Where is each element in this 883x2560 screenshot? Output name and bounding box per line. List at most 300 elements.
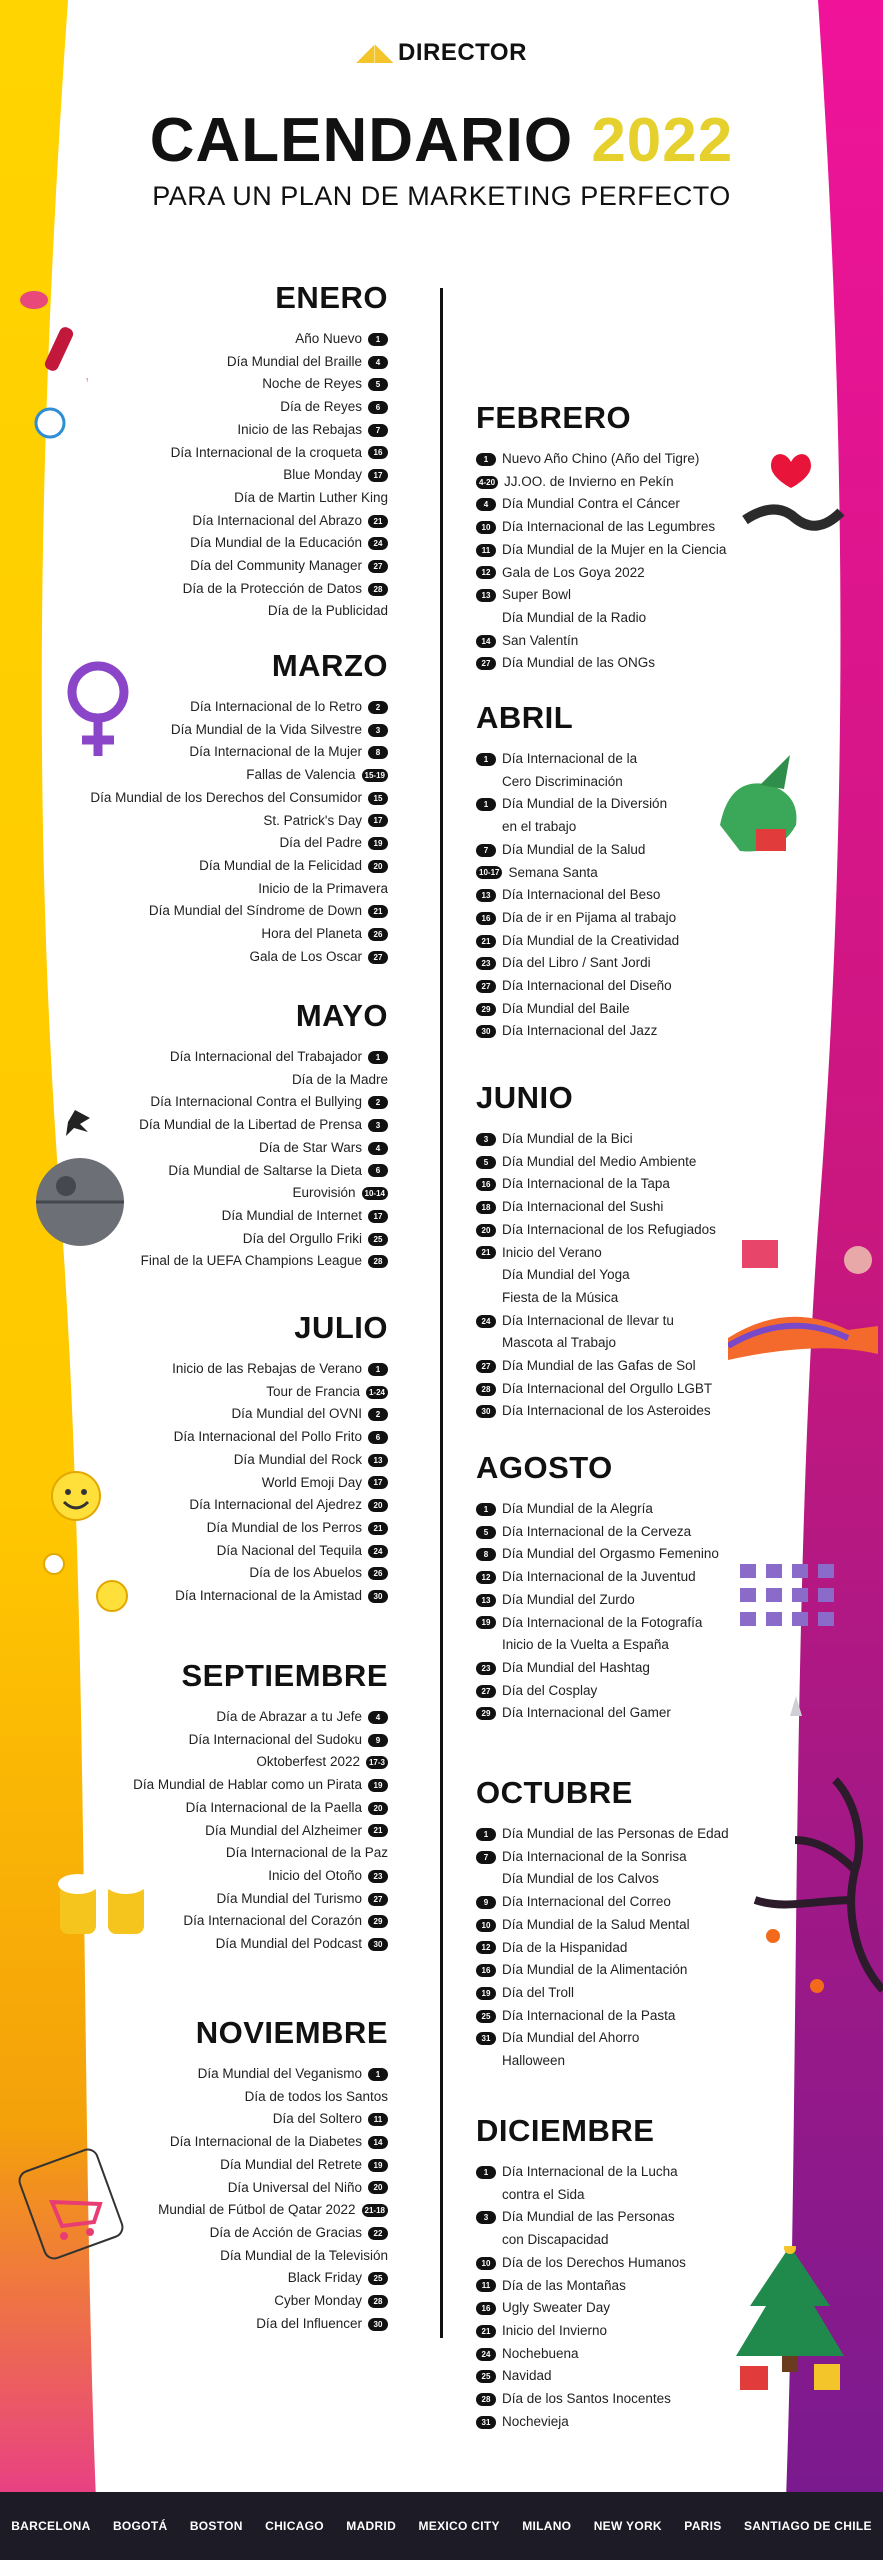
day-badge: 30 (476, 1025, 496, 1038)
event-item (171, 487, 388, 510)
event-item (476, 816, 679, 839)
pride-icon (728, 1230, 878, 1360)
event-label: Día Internacional del Trabajador (169, 1049, 362, 1064)
event-label: Día Mundial Contra el Cáncer (502, 496, 680, 512)
month-title: DICIEMBRE (476, 2113, 655, 2148)
day-badge: 25 (368, 2272, 388, 2285)
event-item (171, 396, 388, 419)
event-item (171, 442, 388, 465)
event-label: Día Mundial de la Salud (502, 841, 646, 857)
event-label: Día Internacional de la Sonrisa (502, 1848, 687, 1864)
day-badge: 19 (476, 1616, 496, 1629)
day-badge: 20 (368, 2181, 388, 2194)
event-label: Día Mundial de Hablar como un Pirata (133, 1777, 362, 1793)
day-badge: 11 (476, 544, 496, 557)
footer-city: MADRID (346, 2519, 397, 2533)
day-badge: 5 (368, 378, 388, 391)
day-badge: 4 (368, 1142, 388, 1155)
day-badge: 12 (476, 1941, 496, 1954)
day-badge: 18 (476, 1201, 496, 1214)
emoji-icon (40, 1460, 130, 1640)
day-badge: 16 (476, 1178, 496, 1191)
event-item (172, 1540, 388, 1563)
event-item (90, 832, 388, 855)
event-item (133, 1842, 388, 1865)
event-label: Día Mundial de la Salud Mental (502, 1916, 690, 1932)
event-label: Día Internacional de la Amistad (175, 1588, 362, 1604)
event-label: Día del Libro / Sant Jordi (502, 955, 651, 971)
day-badge: 31 (476, 2416, 496, 2429)
day-badge: 17 (368, 469, 388, 482)
day-badge: 1 (368, 2068, 388, 2081)
event-label: Día Internacional del Orgullo LGBT (502, 1380, 713, 1396)
day-badge: 11 (368, 2113, 388, 2126)
event-label: Día Mundial de las Gafas de Sol (502, 1358, 696, 1374)
month-title: SEPTIEMBRE (181, 1658, 388, 1693)
event-label: JJ.OO. de Invierno en Pekín (504, 473, 674, 489)
hearts-icon (735, 440, 850, 550)
event-label: Día Internacional del Sudoku (188, 1731, 362, 1747)
day-badge: 6 (368, 1431, 388, 1444)
event-label: Día de Reyes (280, 399, 362, 415)
event-item (133, 1706, 388, 1729)
beer-icon (50, 1862, 160, 1952)
day-badge: 13 (368, 1454, 388, 1467)
day-badge: 13 (476, 1594, 496, 1607)
day-badge: 4-20 (476, 476, 498, 489)
footer-city: BOSTON (189, 2519, 243, 2533)
month-julio (172, 1310, 388, 1608)
day-badge: 24 (476, 1315, 496, 1328)
event-item (171, 351, 388, 374)
event-item (476, 1846, 729, 1869)
event-item (90, 855, 388, 878)
event-item (171, 419, 388, 442)
day-badge: 24 (368, 1545, 388, 1558)
event-label: Día Internacional de la Tapa (502, 1176, 670, 1192)
event-item (172, 1585, 388, 1608)
event-item (171, 532, 388, 555)
event-label: Día Mundial del Medio Ambiente (502, 1153, 697, 1169)
event-item (476, 2320, 686, 2343)
event-item (133, 1751, 388, 1774)
month-febrero (476, 400, 726, 675)
event-list (172, 1358, 388, 1608)
event-label: Día Mundial de la Felicidad (199, 857, 362, 873)
event-label: St. Patrick's Day (263, 812, 362, 828)
event-item (158, 2177, 388, 2200)
event-label: Día Internacional de la Fotografía (502, 1614, 703, 1630)
day-badge: 16 (476, 1964, 496, 1977)
month-title: JULIO (294, 1310, 388, 1345)
event-label: Cero Discriminación (502, 773, 623, 789)
day-badge: 20 (476, 1224, 496, 1237)
footer-city: PARIS (684, 2519, 722, 2533)
day-badge: 28 (368, 1255, 388, 1268)
event-label: Día Mundial del Alzheimer (205, 1822, 362, 1838)
director-logo (0, 38, 883, 67)
event-item (476, 1589, 719, 1612)
day-badge: 5 (476, 1526, 496, 1539)
day-badge: 21 (476, 2325, 496, 2338)
day-badge: 27 (476, 1360, 496, 1373)
event-item (476, 884, 679, 907)
event-label: Día Mundial del Hashtag (502, 1659, 650, 1675)
footer-city: MILANO (522, 2519, 572, 2533)
event-item (476, 1634, 719, 1657)
event-label: Día Mundial del Retrete (220, 2156, 362, 2172)
month-octubre (476, 1775, 729, 2073)
day-badge: 1 (476, 453, 496, 466)
event-item (90, 923, 388, 946)
event-item (476, 1219, 716, 1242)
day-badge: 30 (368, 1938, 388, 1951)
event-item (476, 839, 679, 862)
event-item (172, 1494, 388, 1517)
event-label: Día Mundial de la Mujer en la Ciencia (502, 541, 727, 557)
event-label: Día Mundial de la Televisión (220, 2247, 388, 2263)
day-badge: 1 (368, 1051, 388, 1064)
event-item (476, 1264, 716, 1287)
month-septiembre (133, 1658, 388, 1956)
event-label: Inicio de las Rebajas (237, 421, 362, 437)
event-label: Día Internacional de la Paella (185, 1799, 362, 1815)
event-item (158, 2222, 388, 2245)
event-label: Ugly Sweater Day (502, 2300, 611, 2316)
day-badge: 3 (476, 2211, 496, 2224)
event-item (158, 2108, 388, 2131)
day-badge: 1 (476, 1503, 496, 1516)
event-item (476, 2184, 686, 2207)
event-label: Día Mundial de la Diversión (502, 796, 668, 812)
feminism-icon (60, 652, 140, 762)
day-badge: 15 (368, 792, 388, 805)
event-label: Día de los Santos Inocentes (502, 2391, 671, 2407)
event-item (158, 2154, 388, 2177)
event-label: Día Mundial del Ahorro (502, 2030, 640, 2046)
day-badge: 13 (476, 589, 496, 602)
event-item (476, 1020, 679, 1043)
day-badge: 2 (368, 701, 388, 714)
day-badge: 19 (476, 1987, 496, 2000)
event-label: Día Mundial del Yoga (502, 1267, 630, 1283)
month-enero (171, 280, 388, 623)
event-item (476, 1868, 729, 1891)
event-item (90, 810, 388, 833)
day-badge: 9 (368, 1734, 388, 1747)
event-item (172, 1358, 388, 1381)
event-item (171, 510, 388, 533)
day-badge: 16 (476, 2302, 496, 2315)
event-label: Día Mundial de la Creatividad (502, 932, 680, 948)
day-badge: 10 (476, 521, 496, 534)
event-item (476, 1173, 716, 1196)
page-subtitle: PARA UN PLAN DE MARKETING PERFECTO (152, 181, 731, 211)
event-label: Fiesta de la Música (502, 1289, 619, 1305)
event-list (158, 2063, 388, 2335)
event-label: Día Internacional del Correo (502, 1894, 671, 1910)
month-agosto (476, 1450, 719, 1725)
day-badge: 3 (368, 724, 388, 737)
event-item (476, 1128, 716, 1151)
event-item (90, 787, 388, 810)
day-badge: 28 (368, 2295, 388, 2308)
event-item (476, 1982, 729, 2005)
event-item (476, 448, 726, 471)
day-badge: 13 (476, 889, 496, 902)
event-label: Día Mundial de la Bici (502, 1131, 633, 1146)
event-item (476, 2365, 686, 2388)
day-badge: 21 (368, 905, 388, 918)
event-list (476, 1823, 729, 2073)
event-label: en el trabajo (502, 819, 577, 835)
event-item (476, 471, 726, 494)
day-badge: 2 (368, 1096, 388, 1109)
day-badge: 11 (476, 2279, 496, 2292)
day-badge: 17-3 (366, 1756, 388, 1769)
day-badge: 21 (368, 515, 388, 528)
month-title: ABRIL (476, 700, 574, 735)
event-label: Día Internacional de la croqueta (170, 444, 362, 460)
day-badge: 10-17 (476, 866, 502, 879)
day-badge: 6 (368, 1164, 388, 1177)
day-badge: 27 (476, 657, 496, 670)
event-list (139, 1046, 388, 1273)
event-item (133, 1774, 388, 1797)
day-badge: 26 (368, 1567, 388, 1580)
event-item (476, 539, 726, 562)
day-badge: 1 (476, 753, 496, 766)
logo-mark: ◢◣ (356, 39, 394, 66)
event-label: Tour de Francia (266, 1383, 360, 1399)
event-item (476, 2343, 686, 2366)
event-label: Final de la UEFA Champions League (140, 1253, 362, 1269)
christmas-tree-icon (730, 2246, 850, 2396)
event-item (476, 907, 679, 930)
logo-text: DIRECTOR (398, 39, 527, 66)
event-item (476, 2297, 686, 2320)
event-item (476, 652, 726, 675)
day-badge: 30 (368, 2318, 388, 2331)
day-badge: 7 (476, 1851, 496, 1864)
event-label: Día de la Protección de Datos (182, 580, 362, 596)
day-badge: 7 (476, 844, 496, 857)
event-item (172, 1472, 388, 1495)
event-label: Día Mundial de las Personas de Edad (502, 1826, 729, 1841)
event-item (476, 1355, 716, 1378)
event-label: Inicio del Invierno (502, 2322, 608, 2338)
event-item (158, 2290, 388, 2313)
day-badge: 28 (476, 1383, 496, 1396)
event-label: Día de Martin Luther King (234, 489, 388, 505)
event-item (476, 1310, 716, 1333)
event-label: Nochevieja (502, 2413, 569, 2429)
event-label: Día Mundial de la Alegría (502, 1501, 653, 1516)
event-item (476, 1959, 729, 1982)
event-item (476, 1891, 729, 1914)
event-label: Día Mundial del Rock (233, 1451, 362, 1467)
day-badge: 4 (368, 1711, 388, 1724)
day-badge: 20 (368, 1802, 388, 1815)
day-badge: 12 (476, 566, 496, 579)
event-label: Super Bowl (502, 587, 572, 603)
event-label: Cyber Monday (274, 2293, 362, 2309)
event-item (158, 2063, 388, 2086)
event-label: Día del Troll (502, 1984, 575, 2000)
event-item (476, 1543, 719, 1566)
day-badge: 29 (476, 1707, 496, 1720)
dragon-icon (700, 755, 820, 870)
day-badge: 27 (368, 951, 388, 964)
event-label: Día de la Publicidad (267, 603, 388, 619)
event-list (476, 448, 726, 675)
halloween-tree-icon (735, 1760, 883, 2020)
event-label: Black Friday (287, 2270, 362, 2286)
event-label: Día Mundial del Zurdo (502, 1591, 635, 1607)
event-item (133, 1820, 388, 1843)
day-badge: 20 (368, 1499, 388, 1512)
page-title (0, 105, 883, 176)
event-item (139, 1069, 388, 1092)
event-label: Día del Community Manager (190, 558, 362, 574)
event-item (158, 2267, 388, 2290)
event-label: Día Mundial de la Radio (502, 609, 647, 625)
day-badge: 10-14 (362, 1187, 388, 1200)
event-item (172, 1562, 388, 1585)
event-label: San Valentín (502, 632, 579, 648)
event-item (139, 1228, 388, 1251)
day-badge: 19 (368, 837, 388, 850)
event-item (476, 1566, 719, 1589)
day-badge: 27 (476, 1685, 496, 1698)
event-item (476, 1521, 719, 1544)
event-label: Día Internacional de los Refugiados (502, 1221, 716, 1237)
event-item (172, 1381, 388, 1404)
event-label: Día Internacional del Sushi (502, 1199, 664, 1215)
event-list (476, 2161, 686, 2433)
event-label: Día de Abrazar a tu Jefe (216, 1709, 362, 1724)
event-list (133, 1706, 388, 1956)
day-badge: 28 (368, 583, 388, 596)
event-item (476, 793, 679, 816)
event-item (476, 1612, 719, 1635)
day-badge: 4 (368, 356, 388, 369)
event-label: Año Nuevo (295, 331, 362, 346)
event-label: Día Mundial del Braille (226, 353, 362, 369)
event-label: Día Internacional de la Mujer (189, 744, 362, 760)
day-badge: 25 (476, 2370, 496, 2383)
event-label: Día Mundial del Baile (502, 1000, 630, 1016)
space-invaders-icon (736, 1556, 856, 1726)
event-item (158, 2199, 388, 2222)
event-item (133, 1865, 388, 1888)
event-item (172, 1426, 388, 1449)
event-label: Día Internacional de la (502, 751, 638, 766)
event-item (476, 748, 679, 771)
day-badge: 1 (476, 2166, 496, 2179)
event-item (172, 1449, 388, 1472)
day-badge: 29 (368, 1915, 388, 1928)
event-label: Día Internacional del Diseño (502, 978, 672, 994)
event-label: Inicio de las Rebajas de Verano (172, 1361, 362, 1376)
day-badge: 5 (476, 1156, 496, 1169)
shopping-cart-icon (12, 2142, 132, 2272)
event-item (476, 630, 726, 653)
day-badge: 23 (368, 1870, 388, 1883)
event-label: Día Mundial del Turismo (216, 1890, 362, 1906)
event-label: Día Internacional de la Paz (225, 1845, 388, 1861)
day-badge: 23 (476, 957, 496, 970)
event-label: Día Mundial del Veganismo (197, 2066, 362, 2081)
day-badge: 27 (476, 980, 496, 993)
event-label: Día Mundial de los Calvos (502, 1871, 659, 1887)
event-label: contra el Sida (502, 2186, 585, 2202)
day-badge: 19 (368, 2159, 388, 2172)
day-badge: 15-19 (362, 769, 388, 782)
day-badge: 14 (368, 2136, 388, 2149)
event-label: Día Mundial de Saltarse la Dieta (168, 1162, 362, 1178)
event-label: Día Internacional del Ajedrez (189, 1497, 362, 1513)
event-label: Navidad (502, 2368, 552, 2384)
day-badge: 27 (368, 560, 388, 573)
event-label: Día Mundial de las Personas (502, 2209, 675, 2225)
day-badge: 28 (476, 2393, 496, 2406)
day-badge: 20 (368, 860, 388, 873)
month-title: OCTUBRE (476, 1775, 633, 1810)
day-badge: 21 (368, 1824, 388, 1837)
day-badge: 1 (368, 1363, 388, 1376)
day-badge: 3 (476, 1133, 496, 1146)
event-item (476, 1498, 719, 1521)
event-label: Día del Cosplay (502, 1682, 598, 1698)
event-label: Día Internacional de la Juventud (502, 1569, 696, 1585)
day-badge: 12 (476, 1571, 496, 1584)
footer-city: BOGOTÁ (112, 2519, 168, 2533)
event-item (476, 998, 679, 1021)
day-badge: 22 (368, 2227, 388, 2240)
event-item (90, 878, 388, 901)
event-label: Día Universal del Niño (227, 2179, 362, 2195)
event-item (171, 373, 388, 396)
event-item (476, 607, 726, 630)
event-label: Nochebuena (502, 2345, 579, 2361)
day-badge: 30 (368, 1590, 388, 1603)
footer-city: BARCELONA (11, 2519, 91, 2533)
event-label: Eurovisión (292, 1185, 356, 1201)
event-label: Día del Padre (279, 835, 362, 851)
event-item (476, 771, 679, 794)
event-label: Fallas de Valencia (246, 767, 356, 783)
day-badge: 17 (368, 1476, 388, 1489)
event-label: Día Mundial de las ONGs (502, 655, 656, 671)
event-item (171, 600, 388, 623)
event-item (476, 862, 679, 885)
month-diciembre (476, 2113, 686, 2433)
event-item (476, 493, 726, 516)
event-label: Mundial de Fútbol de Qatar 2022 (158, 2202, 356, 2218)
event-item (476, 516, 726, 539)
day-badge: 17 (368, 1210, 388, 1223)
day-badge: 16 (368, 446, 388, 459)
event-item (133, 1888, 388, 1911)
event-item (172, 1403, 388, 1426)
event-item (476, 1151, 716, 1174)
event-item (171, 555, 388, 578)
event-label: Día Internacional de la Pasta (502, 2007, 676, 2023)
day-badge: 21 (476, 1246, 496, 1259)
day-badge: 10 (476, 1919, 496, 1932)
event-label: Día de ir en Pijama al trabajo (502, 909, 677, 925)
